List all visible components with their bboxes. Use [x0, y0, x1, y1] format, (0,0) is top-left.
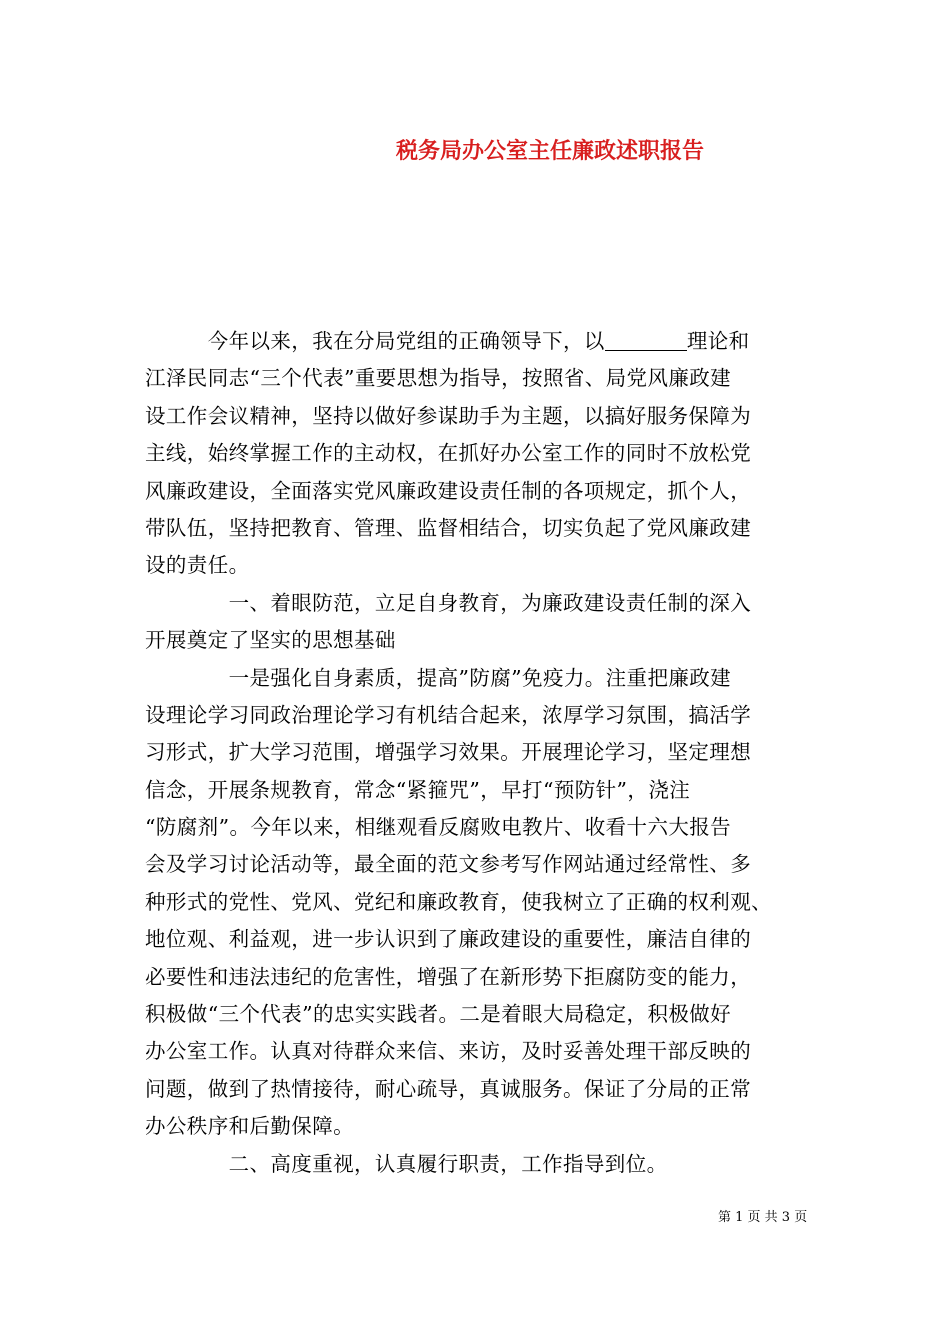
- fill-in-blank: [605, 330, 687, 351]
- document-title: 税务局办公室主任廉政述职报告: [395, 138, 704, 164]
- section-heading-line: 二、高度重视，认真履行职责，工作指导到位。: [145, 1151, 668, 1176]
- line-text-tail: 理论和: [686, 329, 750, 353]
- paragraph-line: 设工作会议精神，坚持以做好参谋助手为主题，以搞好服务保障为: [145, 403, 752, 428]
- line-text: 今年以来，我在分局党组的正确领导下，以: [145, 329, 605, 353]
- paragraph-line: [145, 323, 810, 360]
- paragraph-line: 办公室工作。认真对待群众来信、来访，及时妥善处理干部反映的: [145, 1039, 752, 1064]
- paragraph-line: 积极做“三个代表”的忠实实践者。二是着眼大局稳定，积极做好: [145, 1002, 732, 1027]
- paragraph-line: 设理论学习同政治理论学习有机结合起来，浓厚学习氛围，搞活学: [145, 702, 752, 727]
- paragraph-line: 问题，做到了热情接待，耐心疏导，真诚服务。保证了分局的正常: [145, 1076, 752, 1101]
- paragraph-line: 设的责任。: [145, 553, 250, 578]
- paragraph-line: 一是强化自身素质，提高”防腐”免疫力。注重把廉政建: [145, 665, 732, 690]
- paragraph-line: 习形式，扩大学习范围，增强学习效果。开展理论学习，坚定理想: [145, 740, 752, 765]
- document-body: [145, 323, 810, 1183]
- paragraph-line: 办公秩序和后勤保障。: [145, 1114, 354, 1139]
- paragraph-line: 会及学习讨论活动等，最全面的范文参考写作网站通过经常性、多: [145, 852, 752, 877]
- page-number-footer: 第 1 页 共 3 页: [718, 1210, 808, 1225]
- paragraph-line: “防腐剂”。今年以来，相继观看反腐败电教片、收看十六大报告: [145, 815, 732, 840]
- paragraph-line: 带队伍，坚持把教育、管理、监督相结合，切实负起了党风廉政建: [145, 515, 752, 540]
- paragraph-line: 地位观、利益观，进一步认识到了廉政建设的重要性，廉洁自律的: [145, 927, 752, 952]
- paragraph-line: 种形式的党性、党风、党纪和廉政教育，使我树立了正确的权利观、: [145, 889, 772, 914]
- section-heading-line: 一、着眼防范，立足自身教育，为廉政建设责任制的深入: [145, 590, 752, 615]
- paragraph-line: 主线，始终掌握工作的主动权，在抓好办公室工作的同时不放松党: [145, 441, 752, 466]
- paragraph-line: 必要性和违法违纪的危害性，增强了在新形势下拒腐防变的能力，: [145, 964, 752, 989]
- paragraph-line: 风廉政建设，全面落实党风廉政建设责任制的各项规定，抓个人，: [145, 478, 752, 503]
- section-heading-line: 开展奠定了坚实的思想基础: [145, 628, 396, 653]
- paragraph-line: 江泽民同志“三个代表”重要思想为指导，按照省、局党风廉政建: [145, 366, 732, 391]
- paragraph-line: 信念，开展条规教育，常念“紧箍咒”，早打“预防针”，浇注: [145, 777, 691, 802]
